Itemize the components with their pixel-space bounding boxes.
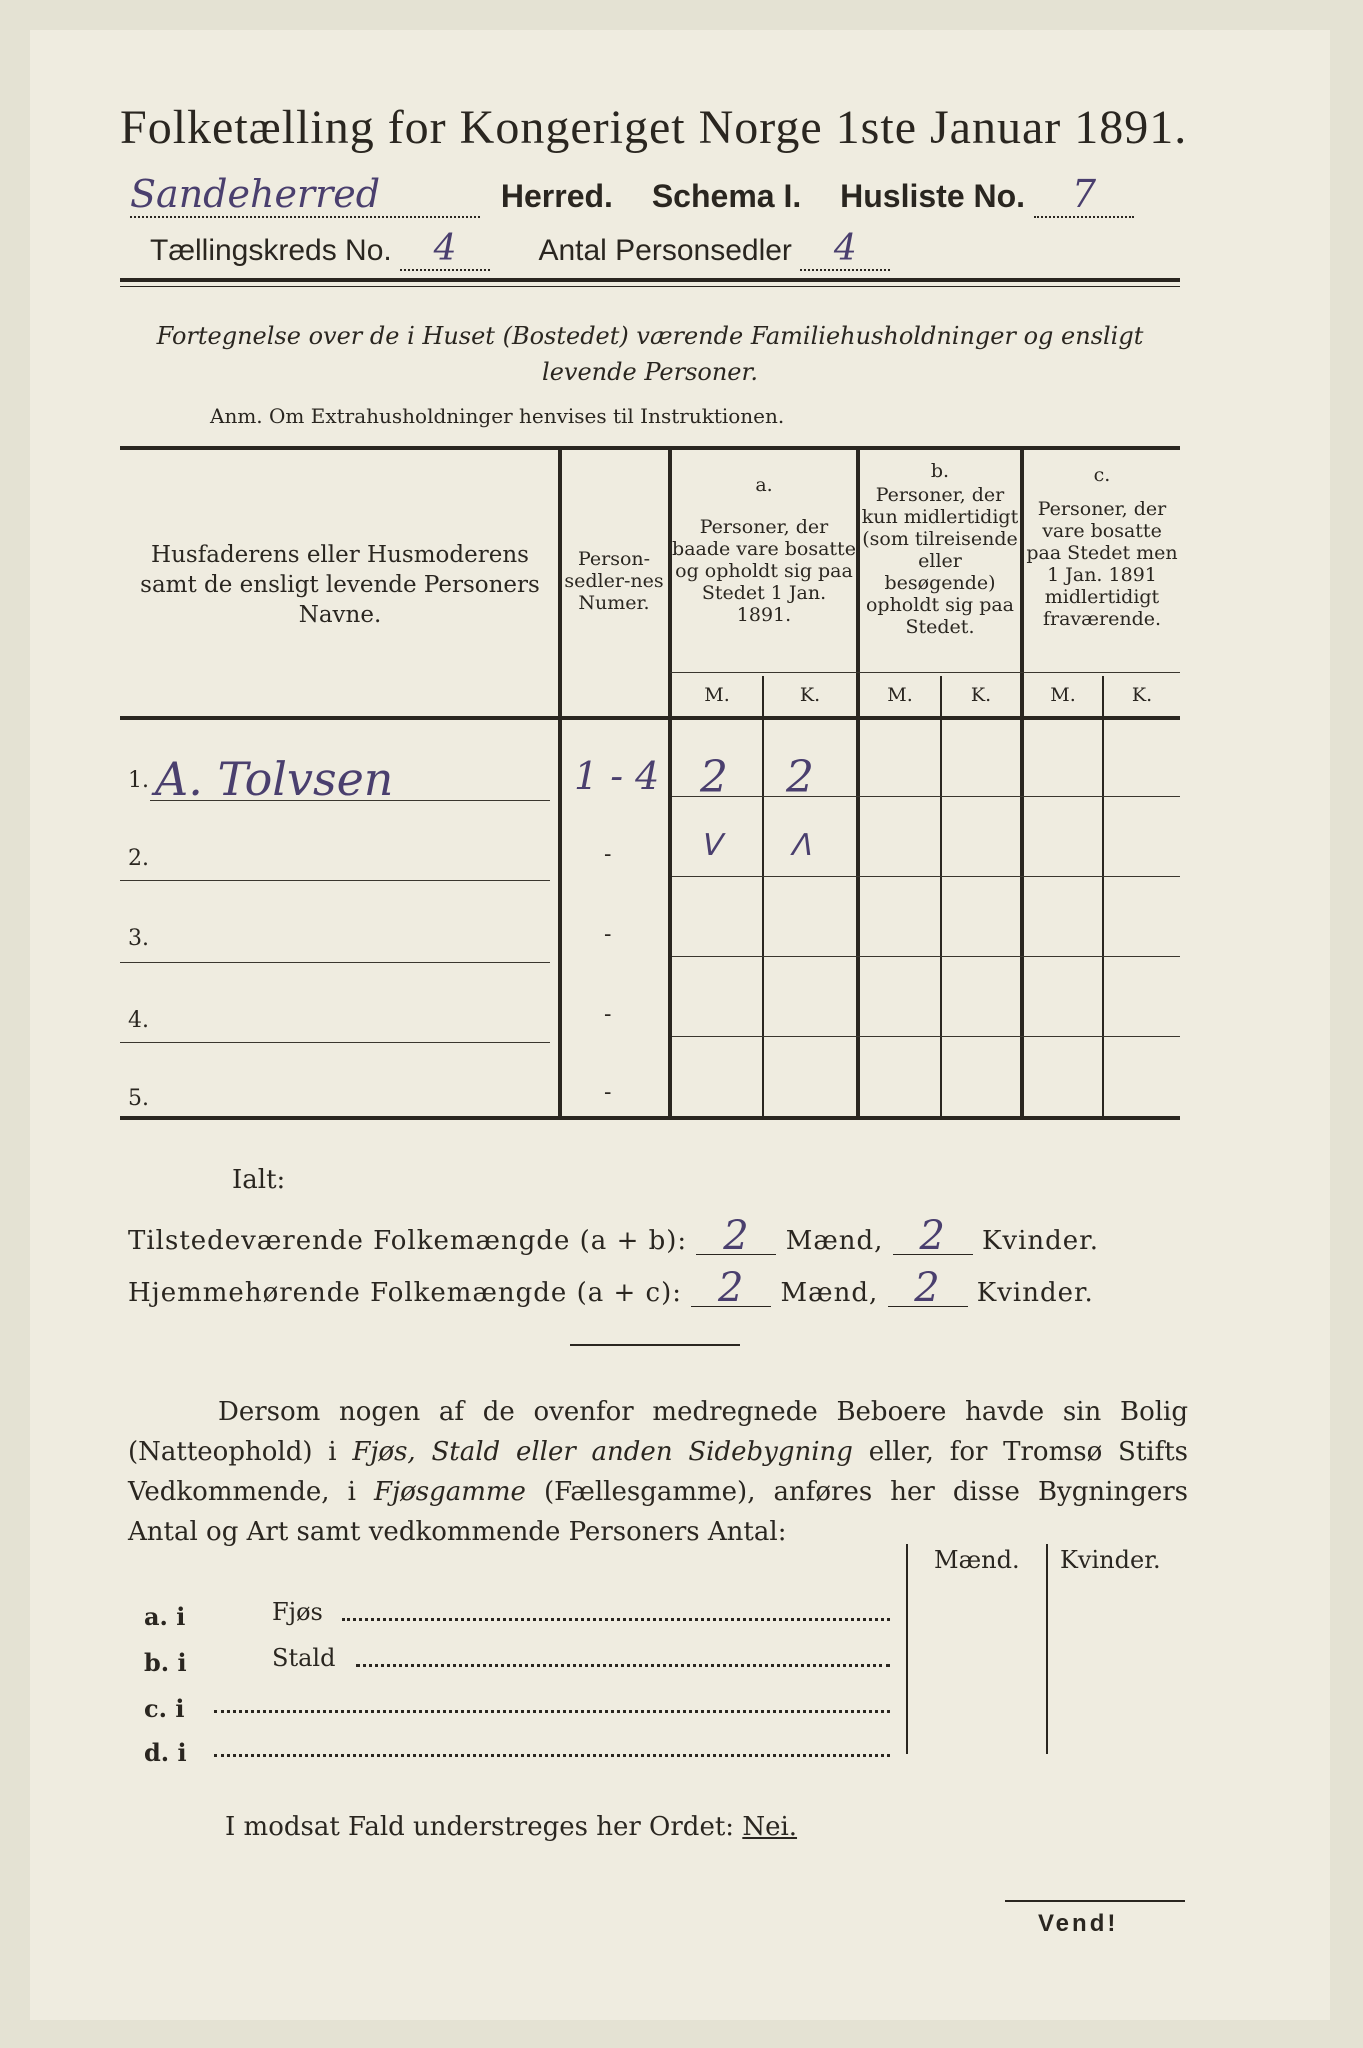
col-header-a-letter: a.	[755, 474, 773, 496]
building-c-dots	[214, 1710, 890, 1713]
intro-line-1: Fortegnelse over de i Huset (Bostedet) værende Familiehusholdninger og ensligt	[156, 322, 1144, 350]
col-divider-a-mk	[762, 676, 764, 1118]
modsat-line	[225, 1812, 797, 1842]
col-header-a-text: Personer, der baade vare bosatte og opholdt sig paa Stedet 1 Jan. 1891.	[672, 516, 856, 626]
vend-label: Vend!	[1038, 1910, 1119, 1937]
kreds-label: Tællingskreds No.	[150, 234, 392, 267]
totals-line-hjemme	[128, 1265, 1094, 1311]
buildings-divider-2	[1046, 1544, 1048, 1754]
col-a-m: M.	[704, 684, 730, 706]
totals-line-tilstede	[128, 1213, 1100, 1259]
building-d-label: d. i	[144, 1738, 187, 1767]
herred-label: Herred.	[500, 178, 613, 214]
col-b-m: M.	[887, 684, 913, 706]
hjemme-maend-value: 2	[691, 1270, 771, 1307]
buildings-divider-1	[906, 1544, 908, 1754]
col-a-k: K.	[799, 684, 821, 706]
anm-note: Anm. Om Extrahusholdninger henvises til Instruktionen.	[210, 404, 785, 428]
row-rule	[120, 962, 550, 963]
header-line-herred	[130, 172, 1134, 218]
row-rule	[150, 800, 550, 801]
row-number: 5.	[128, 1086, 149, 1111]
row-number: 3.	[128, 926, 149, 951]
row-rule-cells	[672, 956, 1180, 957]
row-rule-cells	[672, 1036, 1180, 1037]
row-number: 4.	[128, 1008, 149, 1033]
building-b-dots	[356, 1664, 890, 1667]
col-divider-c-mk	[1102, 676, 1104, 1118]
vend-rule	[1005, 1900, 1185, 1902]
row-numer: -	[604, 922, 612, 947]
tilstede-label: Tilstedeværende Folkemængde (a + b):	[128, 1226, 688, 1256]
buildings-paragraph	[128, 1392, 1188, 1552]
header-rule-thin	[120, 286, 1180, 287]
schema-label: Schema I.	[651, 178, 802, 214]
nei-word: Nei.	[742, 1812, 798, 1842]
husliste-value: 7	[1034, 172, 1134, 218]
hjemme-kvinder-value: 2	[888, 1270, 968, 1307]
paragraph-emphasis: Fjøsgamme	[374, 1477, 526, 1507]
paragraph-text: (Fællesgamme), anføres her disse Bygningers Antal og Art samt vedkommende Personers Antal:	[128, 1477, 1188, 1547]
building-a-label: a. i	[144, 1602, 186, 1631]
col-header-numer: Person-sedler-nes Numer.	[564, 548, 664, 614]
separator-rule	[570, 1344, 740, 1346]
col-b-k: K.	[970, 684, 992, 706]
col-header-b-letter: b.	[930, 460, 950, 482]
herred-value: Sandeherred	[130, 172, 480, 218]
paragraph-text: Dersom nogen af de ovenfor medregnede Beboere havde sin Bolig (Natteophold) i	[128, 1397, 1188, 1467]
col-divider-b-mk	[940, 676, 942, 1118]
row-a-m: ꓦ	[700, 828, 721, 863]
row-number: 1.	[128, 768, 149, 793]
col-header-b-text: Personer, der kun midlertidigt (som tilreisende eller besøgende) opholdt sig paa Stedet.	[861, 484, 1019, 638]
building-b-label: b. i	[144, 1648, 187, 1677]
row-rule-cells	[672, 796, 1180, 797]
building-c-label: c. i	[144, 1694, 185, 1723]
kreds-value: 4	[400, 228, 490, 271]
form-title: Folketælling for Kongeriget Norge 1ste Januar 1891.	[120, 101, 1188, 154]
intro-text	[120, 318, 1180, 390]
modsat-text: I modsat Fald understreges her Ordet:	[225, 1812, 743, 1842]
building-b-text: Stald	[272, 1644, 336, 1672]
buildings-head-kvinder: Kvinder.	[1060, 1546, 1161, 1574]
col-c-m: M.	[1050, 684, 1076, 706]
row-a-k: ꓥ	[790, 828, 811, 863]
row-numer: 1 - 4	[574, 754, 660, 798]
antal-value: 4	[800, 228, 890, 271]
kvinder-label: Kvinder.	[981, 1226, 1100, 1256]
antal-label: Antal Personsedler	[538, 234, 792, 267]
row-name: A. Tolvsen	[155, 752, 394, 806]
mk-rule	[670, 672, 1180, 673]
building-a-text: Fjøs	[272, 1598, 323, 1626]
intro-line-2: levende Personer.	[542, 358, 758, 386]
row-a-k: 2	[786, 752, 814, 803]
row-rule	[120, 1042, 550, 1043]
row-numer: -	[604, 1080, 612, 1105]
tilstede-kvinder-value: 2	[893, 1218, 973, 1255]
maend-label: Mænd,	[780, 1278, 879, 1308]
paragraph-text: eller, for Tromsø Stifts Vedkommende, i	[128, 1437, 1188, 1507]
kvinder-label: Kvinder.	[976, 1278, 1094, 1308]
row-number: 2.	[128, 846, 149, 871]
header-line-kreds	[150, 228, 890, 271]
col-header-c-letter: c.	[1093, 464, 1111, 486]
row-a-m: 2	[700, 752, 728, 803]
ialt-label: Ialt:	[232, 1165, 286, 1195]
header-rule	[120, 278, 1180, 282]
row-rule	[120, 880, 550, 881]
hjemme-label: Hjemmehørende Folkemængde (a + c):	[128, 1278, 682, 1308]
col-c-k: K.	[1131, 684, 1153, 706]
paragraph-emphasis: Fjøs, Stald eller anden Sidebygning	[352, 1437, 853, 1467]
husliste-label: Husliste No.	[840, 178, 1026, 214]
col-header-c-text: Personer, der vare bosatte paa Stedet men 1 Jan. 1891 midlertidigt fraværende.	[1026, 498, 1178, 630]
col-header-name: Husfaderens eller Husmoderens samt de ensligt levende Personers Navne.	[140, 542, 540, 628]
row-numer: -	[604, 842, 612, 867]
buildings-head-maend: Mænd.	[934, 1546, 1020, 1574]
row-numer: -	[604, 1002, 612, 1027]
building-d-dots	[214, 1754, 890, 1757]
maend-label: Mænd,	[785, 1226, 884, 1256]
tilstede-maend-value: 2	[696, 1218, 776, 1255]
row-rule-cells	[672, 876, 1180, 877]
building-a-dots	[342, 1618, 890, 1621]
